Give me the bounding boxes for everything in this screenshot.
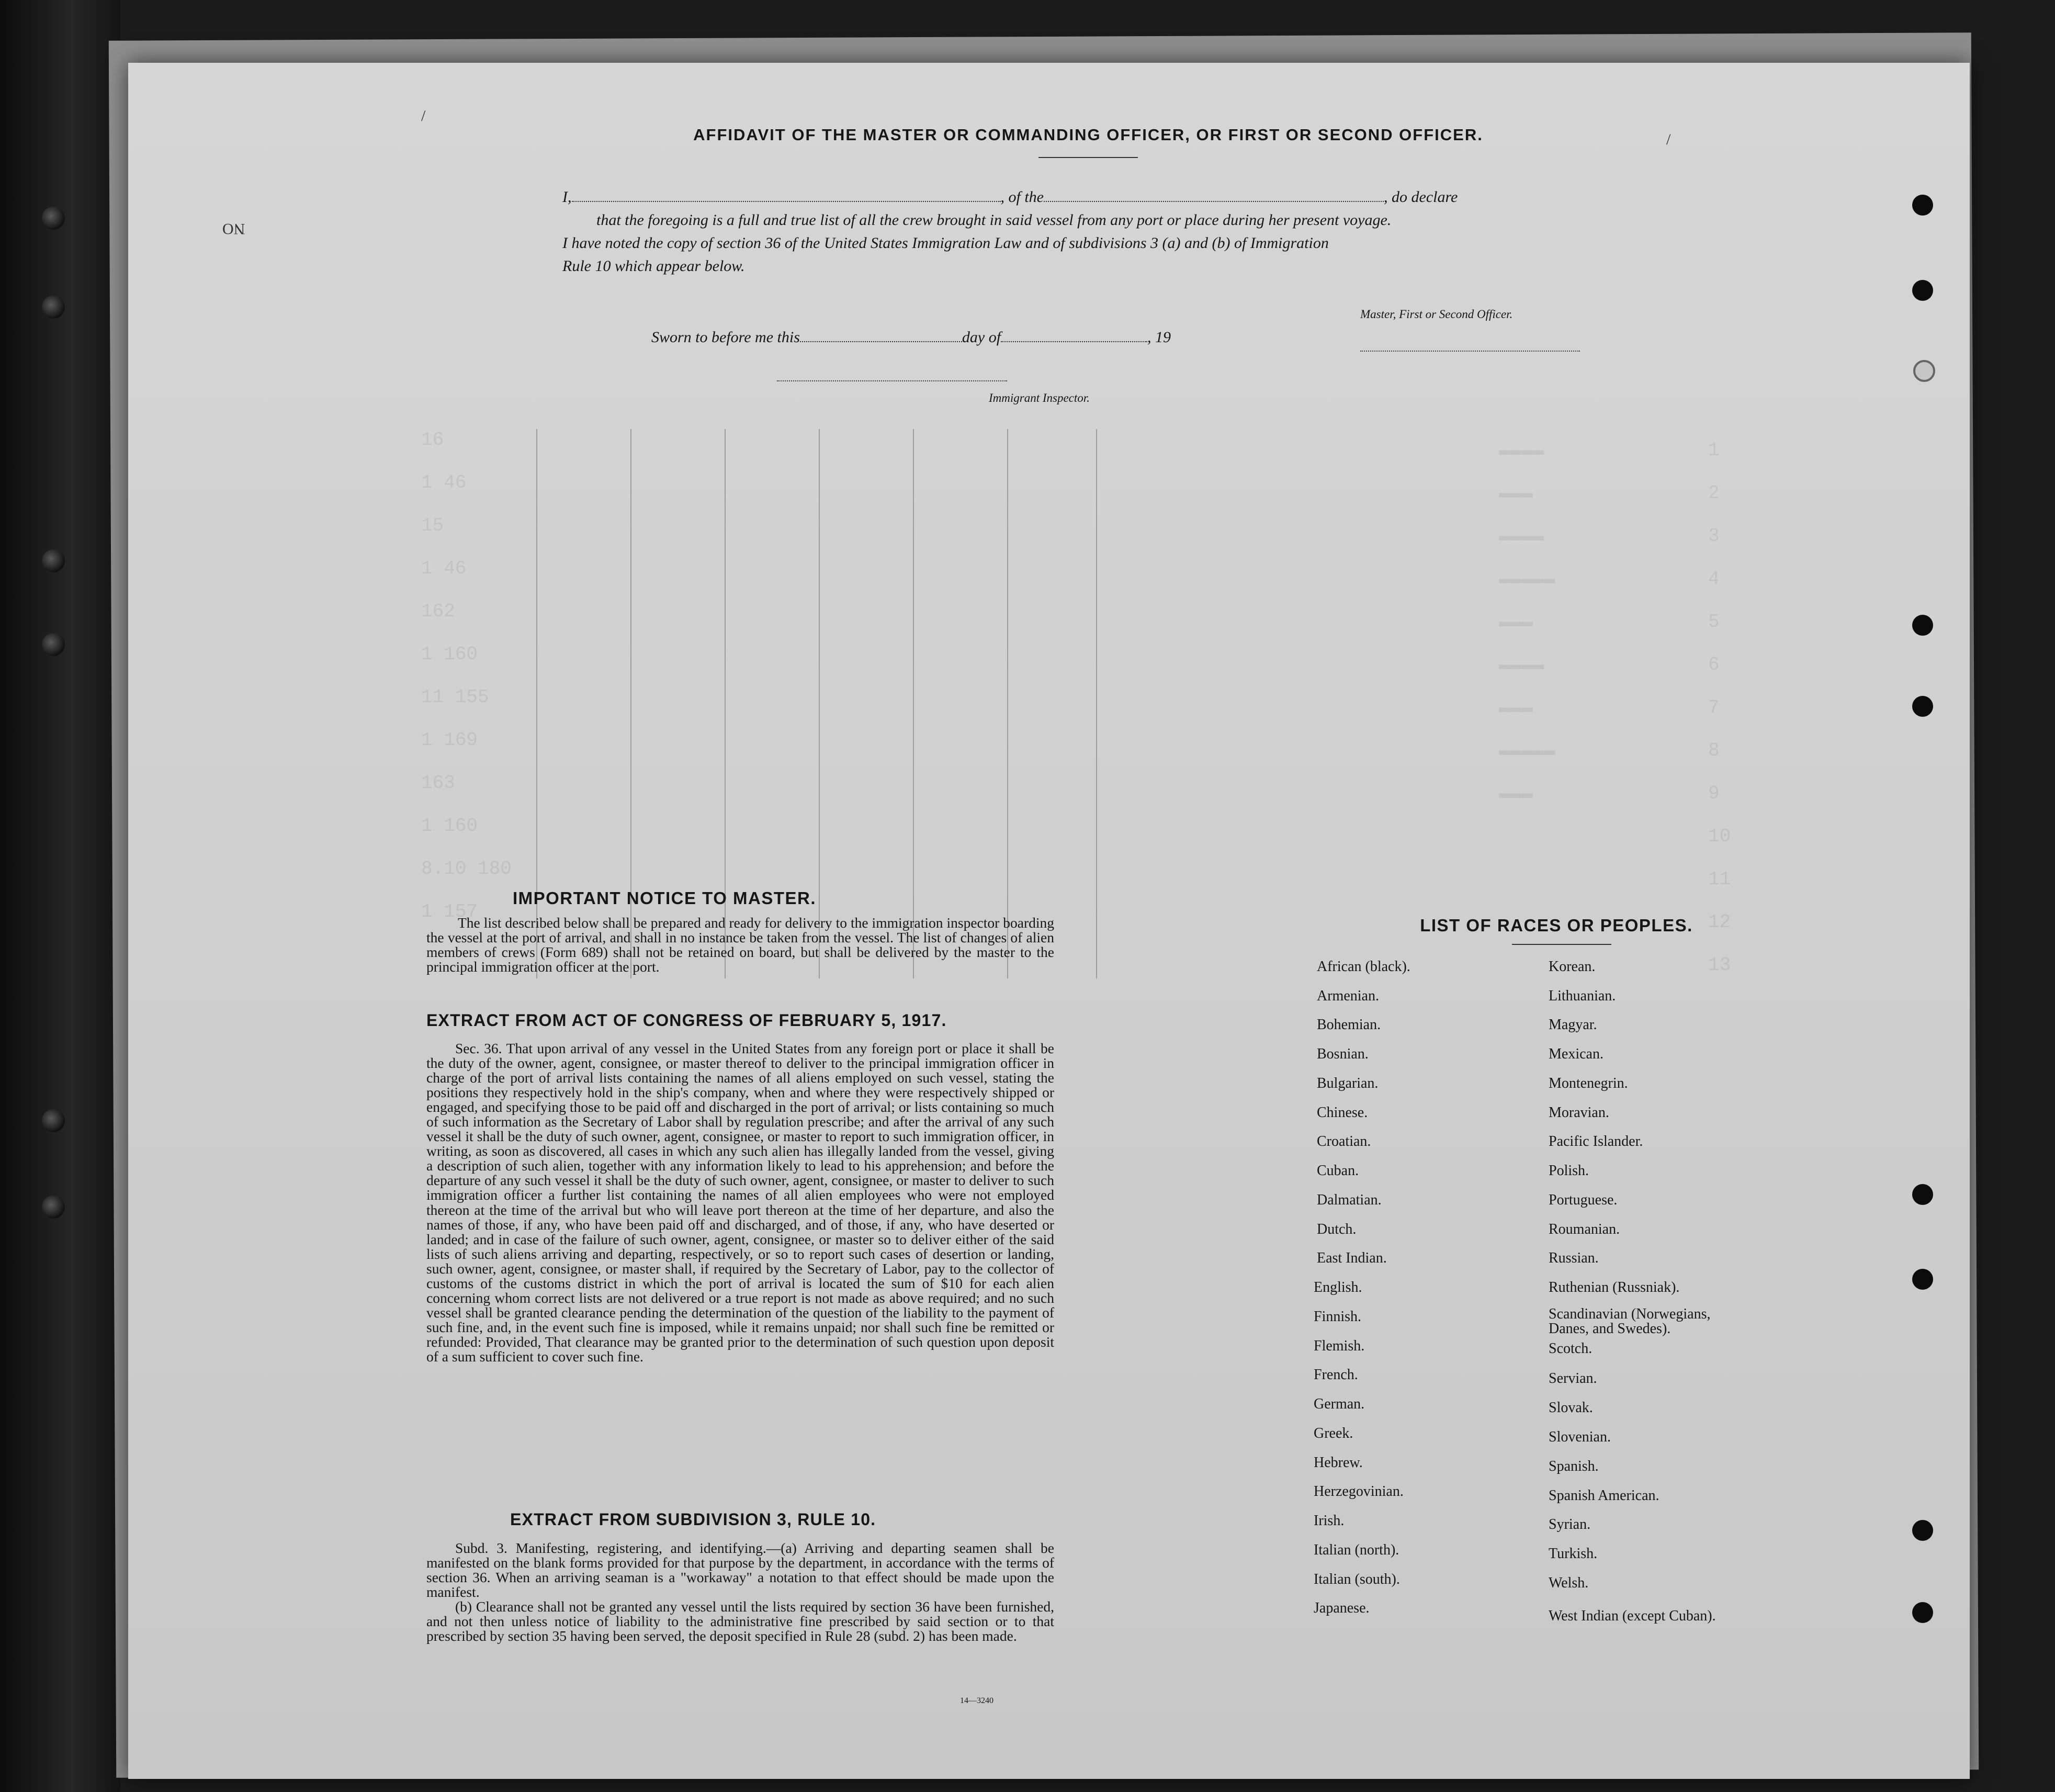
punch-hole	[1912, 1184, 1933, 1205]
affidavit-title: AFFIDAVIT OF THE MASTER OR COMMANDING OFFICER, OR FIRST OR SECOND OFFICER.	[693, 126, 1483, 144]
race-item: Pacific Islander.	[1549, 1133, 1643, 1149]
binder-hole	[42, 633, 65, 656]
race-item: Bohemian.	[1317, 1017, 1381, 1033]
sworn-month-field[interactable]	[1001, 329, 1147, 342]
affidavit-line-4: Rule 10 which appear below.	[562, 257, 745, 275]
race-item: English.	[1314, 1279, 1362, 1295]
rule-10-para-a: Subd. 3. Manifesting, registering, and identifying.—(a) Arriving and departing seamen shall be manifested on the blank forms provided for that purpose by the department, in accordance with the terms of section 36. When an arriving seaman is a "workaway" a notation to that effect should be made upon the manifest.	[426, 1540, 1054, 1601]
sworn-line	[651, 329, 1171, 346]
binder-hole	[42, 1196, 65, 1219]
binder-hole	[42, 296, 65, 319]
race-item: Moravian.	[1549, 1104, 1609, 1121]
race-item: African (black).	[1317, 959, 1410, 975]
race-item: Dutch.	[1317, 1221, 1357, 1237]
race-item: Flemish.	[1314, 1338, 1365, 1354]
race-item: Chinese.	[1317, 1104, 1368, 1121]
race-item: Korean.	[1549, 959, 1596, 975]
column-rule	[1007, 429, 1008, 978]
vessel-name-field[interactable]	[1044, 188, 1384, 202]
race-item: Scotch.	[1549, 1340, 1593, 1357]
binder-hole	[42, 1109, 65, 1132]
margin-mark: NO	[222, 220, 245, 238]
race-item: Cuban.	[1317, 1163, 1359, 1179]
rule-10-body	[426, 1541, 1054, 1643]
affidavit-i: I,	[562, 188, 572, 206]
affidavit-line-2: that the foregoing is a full and true list of all the crew brought in said vessel from any port or place during her present voyage.	[596, 211, 1392, 229]
inspector-caption: Immigrant Inspector.	[989, 391, 1090, 404]
race-item: Croatian.	[1317, 1133, 1371, 1149]
race-item: Spanish.	[1549, 1458, 1599, 1474]
affidavit-of-the: , of the	[1000, 188, 1044, 206]
punch-hole	[1912, 195, 1933, 216]
race-item: Bulgarian.	[1317, 1075, 1379, 1091]
race-item: Servian.	[1549, 1370, 1597, 1387]
title-underline	[1038, 157, 1138, 158]
extract-act-title: EXTRACT FROM ACT OF CONGRESS OF FEBRUARY 5, 1917.	[426, 1011, 947, 1030]
punch-hole-open	[1913, 360, 1935, 382]
notice-title: IMPORTANT NOTICE TO MASTER.	[512, 888, 817, 908]
sworn-day-field[interactable]	[800, 329, 962, 342]
race-item: Italian (north).	[1314, 1542, 1399, 1558]
race-item: Roumanian.	[1549, 1221, 1620, 1237]
form-number: 14—3240	[960, 1696, 993, 1705]
race-item: Lithuanian.	[1549, 988, 1616, 1004]
section-36-body	[426, 1041, 1054, 1364]
race-item: Armenian.	[1317, 988, 1379, 1004]
notice-body-text: The list described below shall be prepared and ready for delivery to the immigration inspector boarding the vessel at the port of arrival, and shall in no instance be taken from the vessel. The list of changes of alien members of crews (Form 689) shall not be retained on board, but shall be delivered by the master to the principal immigration officer at the port.	[426, 915, 1054, 975]
race-item: Italian (south).	[1314, 1571, 1400, 1587]
race-item: East Indian.	[1317, 1250, 1387, 1266]
race-item: West Indian (except Cuban).	[1549, 1608, 1716, 1624]
race-item: Portuguese.	[1549, 1192, 1618, 1208]
race-item: Ruthenian (Russniak).	[1549, 1279, 1680, 1295]
binder-hole	[42, 549, 65, 572]
affidavit-do-declare: , do declare	[1384, 188, 1458, 206]
race-item: Polish.	[1549, 1163, 1589, 1179]
race-item: Scandinavian (Norwegians, Danes, and Swedes).	[1549, 1306, 1711, 1337]
races-title: LIST OF RACES OR PEOPLES.	[1420, 916, 1693, 935]
punch-hole	[1912, 1269, 1933, 1290]
affidavit-line-3: I have noted the copy of section 36 of the United States Immigration Law and of subdivisions 3 (a) and (b) of Immigration	[562, 234, 1329, 252]
race-item: Syrian.	[1549, 1516, 1591, 1532]
document-page: 1 2 3 4 5 6 7 8 9 10 11 12 13 ▬▬▬▬ ▬▬▬ ▬▬▬▬ ▬▬▬▬▬ ▬▬▬ ▬▬▬▬ ▬▬▬ ▬▬▬▬▬ ▬▬▬ 16 1 46 15 1 46 162 1 160 11 155 1 169 163 1 160 8.10 180 1 157 / / NO AFFIDAVIT OF THE MASTER OR COMMANDING OFFICER, OR FIRST OR SECOND OFFICER. I, , of the , do declare that the foregoing is a full and true list of all the crew brought in said vessel from any port or place during her present voyage. I have noted the copy of section 36 of the United States Immigration Law and of subdivisions 3 (a) and (b) of Immigration Rule 10 which appear below. Master, First or Second Officer. Sworn to before me this day of , 19 Immigrant Inspector. IMPORTANT NOTICE TO MASTER. The list described below shall be prepared and ready for delivery to the immigration inspector boarding the vessel at the port of arrival, and shall in no instance be taken from the vessel. The list of changes of alien members of crews (Form 689) shall not be retained on board, but shall be delivered by the master to the principal immigration officer at the port. EXTRACT FROM ACT OF CONGRESS OF FEBRUARY 5, 1917. Sec. 36. That upon arrival of any vessel in the United States from any foreign port or place it shall be the duty of the owner, agent, consignee, or master thereof to deliver to the principal immigration officer in charge of the port of arrival lists containing the names of all aliens employed on such vessel, stating the positions they respectively hold in the ship's company, when and where they were respectively shipped or engaged, and specifying those to be paid off and discharged in the port of arrival; or lists containing so much of such information as the Secretary of Labor shall by regulation prescribe; and after the arrival of any such vessel it shall be the duty of such owner, agent, consignee, or master to report to such immigration officer, in writing, as soon as discovered, all cases in which any such alien has illegally landed from the vessel, giving a description of such alien, together with any information likely to lead to his apprehension; and before the departure of any such vessel it shall be the duty of such owner, agent, consignee, or master to deliver to such immigration officer a further list containing the names of all alien employees who were not employed thereon at the time of the arrival but who will leave port thereon at the time of her departure, and also the names of those, if any, who have been paid off and discharged, and of those, if any, who have deserted or landed; and in case of the failure of such owner, agent, consignee, or master so to deliver either of the said lists of such aliens arriving and departing, respectively, or so to report such cases of desertion or landing, such owner, agent, consignee, or master shall, if required by the Secretary of Labor, pay to the collector of customs of the customs district in which the port of arrival is located the sum of $10 for each alien concerning whom correct lists are not delivered or a true report is not made as above required; and no such vessel shall be granted clearance pending the determination of the question of the liability to the payment of such fine, and, in the event such fine is imposed, while it remains unpaid; nor shall such fine be remitted or refunded: Provided, That clearance may be granted prior to the determination of such question upon deposit of a sum sufficient to cover such fine. EXTRACT FROM SUBDIVISION 3, RULE 10. Subd. 3. Manifesting, registering, and identifying.—(a) Arriving and departing seamen shall be manifested on the blank forms provided for that purpose by the department, in accordance with the terms of section 36. When an arriving seaman is a "workaway" a notation to that effect should be made upon the manifest. (b) Clearance shall not be granted any vessel until the lists required by section 36 have been furnished, and not then unless notice of liability to the administrative fine prescribed by said section or to that prescribed by section 35 having been served, the deposit specified in Rule 28 (subd. 2) has been made. 14—3240 LIST OF RACES OR PEOPLES. African (black). Armenian. Bohemian. Bosnian. Bulgarian. Chinese. Croatian. Cuban. Dalmatian. Dutch. East Indian. English. Finnish. Flemish. French. German. Greek. Hebrew. Herzegovinian. Irish. Italian (north). Italian (south). Japanese. Korean. Lithuanian. Magyar. Mexican. Montenegrin. Moravian. Pacific Islander. Polish. Portuguese. Roumanian. Russian. Ruthenian (Russniak). Scandinavian (Norwegians, Danes, and Swedes). Scotch. Servian. Slovak. Slovenian. Spanish. Spanish American. Syrian. Turkish. Welsh. West Indian (except Cuban).	[128, 63, 1970, 1779]
section-36-text: Sec. 36. That upon arrival of any vessel in the United States from any foreign port or place it shall be the duty of the owner, agent, consignee, or master thereof to deliver to the principal immigration officer in charge of the port of arrival lists containing the names of all aliens employed on such vessel, stating the positions they respectively hold in the ship's company, when and where they were respectively shipped or engaged, and specifying those to be paid off and discharged in the port of arrival; or lists containing so much of such information as the Secretary of Labor shall by regulation prescribe; and after the arrival of any such vessel it shall be the duty of such owner, agent, consignee, or master to report to such immigration officer, in writing, as soon as discovered, all cases in which any such alien has illegally landed from the vessel, giving a description of such alien, together with any information likely to lead to his apprehension; and before the departure of any such vessel it shall be the duty of such owner, agent, consignee, or master to deliver to such immigration officer a further list containing the names of all alien employees who were not employed thereon at the time of the arrival but who will leave port thereon at the time of her departure, and also the names of those, if any, who have been paid off and discharged, and of those, if any, who have deserted or landed; and in case of the failure of such owner, agent, consignee, or master so to deliver either of the said lists of such aliens arriving and departing, respectively, or so to report such cases of desertion or landing, such owner, agent, consignee, or master shall, if required by the Secretary of Labor, pay to the collector of customs of the customs district in which the port of arrival is located the sum of $10 for each alien concerning whom correct lists are not delivered or a true report is not made as above required; and no such vessel shall be granted clearance pending the determination of the question of the liability to the payment of such fine, and, in the event such fine is imposed, while it remains unpaid; nor shall such fine be remitted or refunded: Provided, That clearance may be granted prior to the determination of such question upon deposit of a sum sufficient to cover such fine.	[426, 1040, 1054, 1365]
pencil-tick: /	[1666, 131, 1671, 148]
race-item: Slovenian.	[1549, 1429, 1611, 1445]
race-item: German.	[1314, 1396, 1365, 1412]
race-item: Montenegrin.	[1549, 1075, 1628, 1091]
race-item: Dalmatian.	[1317, 1192, 1382, 1208]
binder-edge	[0, 0, 120, 1792]
sworn-year: , 19	[1147, 329, 1171, 346]
race-item: Japanese.	[1314, 1600, 1370, 1616]
sworn-text: Sworn to before me this	[651, 329, 800, 346]
master-name-field[interactable]	[572, 188, 1001, 202]
race-item: Bosnian.	[1317, 1046, 1369, 1062]
races-title-underline	[1512, 944, 1611, 945]
race-item: Mexican.	[1549, 1046, 1604, 1062]
affidavit-declaration-line	[562, 188, 1458, 206]
extract-rule-title: EXTRACT FROM SUBDIVISION 3, RULE 10.	[510, 1510, 876, 1529]
signature-line	[1360, 350, 1580, 352]
race-item: French.	[1314, 1367, 1358, 1383]
column-rule	[913, 429, 914, 978]
punch-hole	[1912, 1602, 1933, 1623]
race-item: Russian.	[1549, 1250, 1599, 1266]
inspector-signature-line	[777, 379, 1007, 381]
pencil-tick: /	[421, 107, 426, 125]
punch-hole	[1912, 1520, 1933, 1541]
column-rule	[1096, 429, 1097, 978]
signer-caption: Master, First or Second Officer.	[1360, 308, 1513, 321]
race-item: Welsh.	[1549, 1575, 1589, 1591]
binder-hole	[42, 207, 65, 230]
punch-hole	[1912, 696, 1933, 717]
race-item: Herzegovinian.	[1314, 1483, 1404, 1500]
punch-hole	[1912, 615, 1933, 636]
race-item: Greek.	[1314, 1425, 1353, 1441]
race-item: Hebrew.	[1314, 1455, 1363, 1471]
race-item: Turkish.	[1549, 1546, 1598, 1562]
race-item: Irish.	[1314, 1513, 1345, 1529]
race-item: Finnish.	[1314, 1309, 1362, 1325]
race-item: Slovak.	[1549, 1400, 1593, 1416]
race-item: Spanish American.	[1549, 1487, 1659, 1504]
punch-hole	[1912, 280, 1933, 301]
sworn-day-of: day of	[962, 329, 1001, 346]
notice-body	[426, 916, 1054, 974]
rule-10-para-b: (b) Clearance shall not be granted any vessel until the lists required by section 36 have been furnished, and not then unless notice of liability to the administrative fine prescribed by said section or to that prescribed by section 35 having been served, the deposit specified in Rule 28 (subd. 2) has been made.	[426, 1598, 1054, 1644]
race-item: Magyar.	[1549, 1017, 1597, 1033]
